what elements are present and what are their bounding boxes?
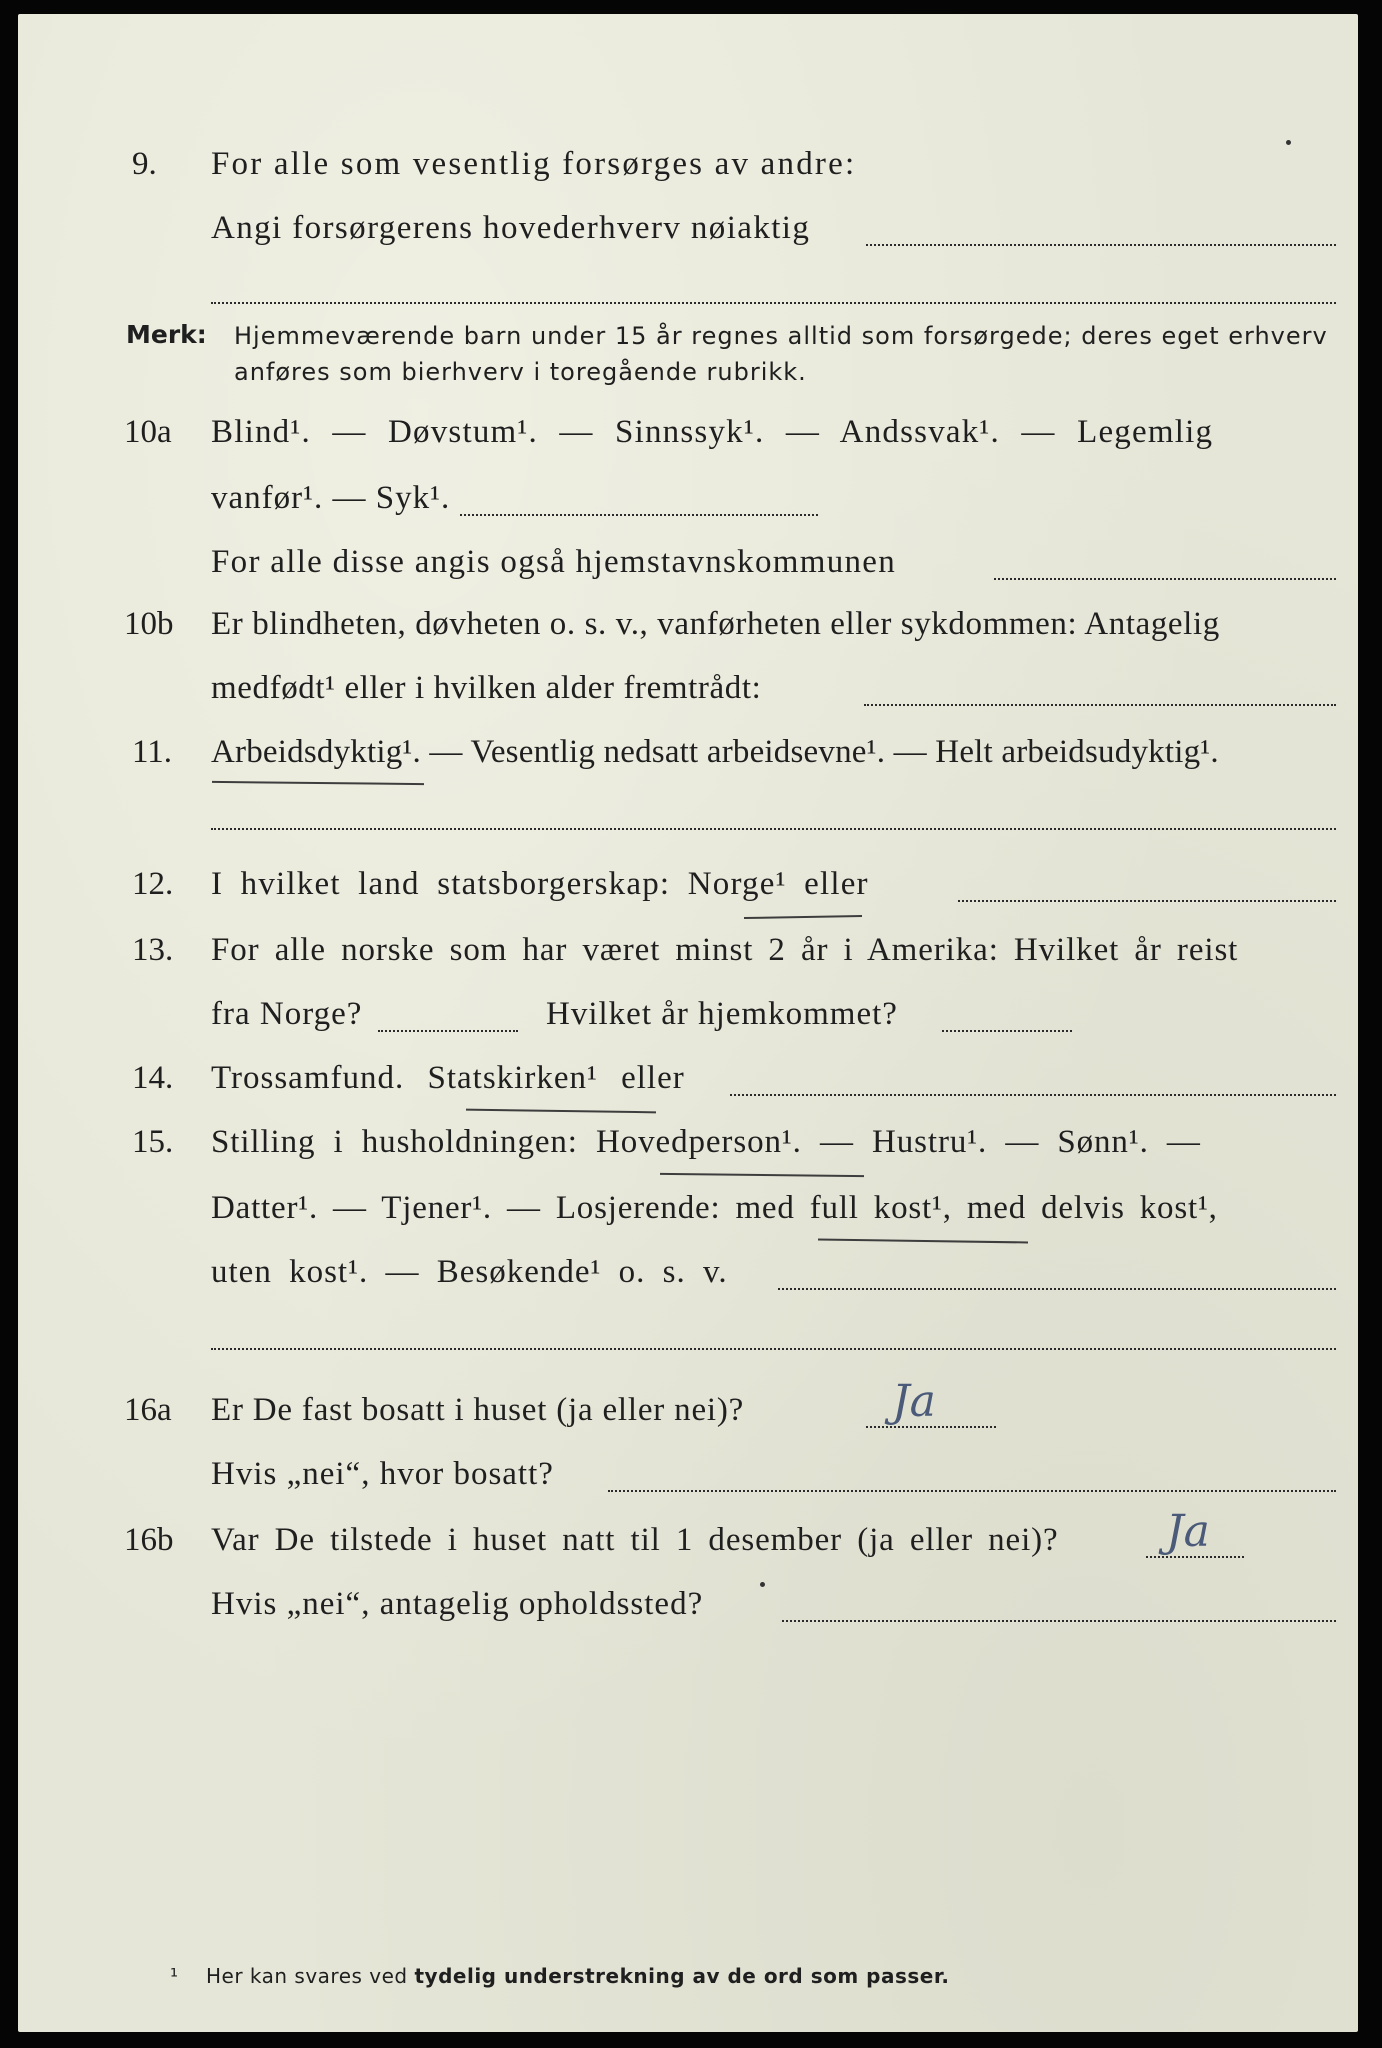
merk-line-1: Hjemmeværende barn under 15 år regnes alltid som forsørgede; deres eget erhverv: [234, 322, 1328, 350]
footnote-marker: ¹: [170, 1964, 179, 1988]
answer-field-q10a-syk[interactable]: [460, 514, 818, 516]
answer-line-q9-extra[interactable]: [211, 302, 1336, 304]
question-16a-number: 16a: [124, 1392, 172, 1428]
answer-field-q13-hjemkommet[interactable]: [942, 1030, 1072, 1032]
question-10b-number: 10b: [124, 606, 174, 642]
underline-hovedperson: [660, 1173, 864, 1177]
question-15-line-1: Stilling i husholdningen: Hovedperson¹. — Hustru¹. — Sønn¹. —: [211, 1124, 1201, 1160]
question-13-line-2b: Hvilket år hjemkommet?: [546, 996, 898, 1032]
question-10a-line-1: Blind¹. — Døvstum¹. — Sinnssyk¹. — Andssvak¹. — Legemlig: [211, 414, 1214, 450]
question-10a-line-2: vanfør¹. — Syk¹.: [211, 480, 451, 516]
question-12-number: 12.: [132, 866, 174, 902]
footnote-text-b: tydelig understrekning av de ord som passer.: [414, 1964, 950, 1988]
question-9-number: 9.: [132, 146, 157, 182]
question-11-number: 11.: [132, 734, 173, 770]
ink-speck: [760, 1582, 765, 1587]
underline-med-full-kost: [818, 1239, 1028, 1244]
answer-line-q11[interactable]: [211, 828, 1336, 830]
handwritten-answer-q16b: Ja: [1166, 1506, 1210, 1557]
question-14-line-1: Trossamfund. Statskirken¹ eller: [211, 1060, 685, 1096]
ink-speck: [1286, 140, 1291, 145]
question-16b-line-1: Var De tilstede i huset natt til 1 desember (ja eller nei)?: [211, 1522, 1059, 1558]
underline-arbeidsdyktig: [212, 781, 424, 785]
question-16a-line-2: Hvis „nei“, hvor bosatt?: [211, 1456, 554, 1492]
question-15-number: 15.: [132, 1124, 174, 1160]
answer-field-q13-reist[interactable]: [378, 1030, 518, 1032]
question-11-line-1: Arbeidsdyktig¹. — Vesentlig nedsatt arbeidsevne¹. — Helt arbeidsudyktig¹.: [211, 734, 1219, 770]
handwritten-answer-q16a: Ja: [892, 1376, 936, 1427]
answer-field-q12[interactable]: [958, 900, 1336, 902]
question-15-line-2: Datter¹. — Tjener¹. — Losjerende: med full kost¹, med delvis kost¹,: [211, 1190, 1218, 1226]
underline-norge: [744, 915, 862, 919]
answer-line-q15-extra[interactable]: [211, 1348, 1336, 1350]
question-12-line-1: I hvilket land statsborgerskap: Norge¹ eller: [211, 866, 869, 902]
footnote: [170, 1964, 949, 1988]
answer-field-q10a-kommune[interactable]: [994, 578, 1336, 580]
question-10b-line-1: Er blindheten, døvheten o. s. v., vanførheten eller sykdommen: Antagelig: [211, 606, 1220, 642]
question-15-line-3: uten kost¹. — Besøkende¹ o. s. v.: [211, 1254, 728, 1290]
question-10a-line-3: For alle disse angis også hjemstavnskommunen: [211, 544, 897, 580]
merk-label: Merk:: [126, 320, 207, 349]
answer-field-q9[interactable]: [866, 244, 1336, 246]
footnote-text-a: Her kan svares ved: [205, 1964, 408, 1988]
question-16a-line-1: Er De fast bosatt i huset (ja eller nei)?: [211, 1392, 745, 1428]
question-14-number: 14.: [132, 1060, 174, 1096]
question-13-number: 13.: [132, 932, 174, 968]
answer-field-q16b-opholdssted[interactable]: [782, 1620, 1336, 1622]
answer-field-q14[interactable]: [730, 1094, 1336, 1096]
question-10a-number: 10a: [124, 414, 172, 450]
question-9-line-1: For alle som vesentlig forsørges av andre:: [211, 146, 857, 182]
question-10b-line-2: medfødt¹ eller i hvilken alder fremtrådt:: [211, 670, 762, 706]
underline-statskirken: [466, 1109, 656, 1114]
question-16b-number: 16b: [124, 1522, 174, 1558]
question-9-line-2: Angi forsørgerens hovederhverv nøiaktig: [211, 210, 811, 246]
answer-field-q15[interactable]: [778, 1288, 1336, 1290]
question-13-line-2a: fra Norge?: [211, 996, 363, 1032]
answer-field-q16a-bosatt[interactable]: [608, 1490, 1336, 1492]
question-16b-line-2: Hvis „nei“, antagelig opholdssted?: [211, 1586, 704, 1622]
merk-line-2: anføres som bierhverv i toregående rubrikk.: [234, 358, 807, 386]
question-13-line-1: For alle norske som har været minst 2 år i Amerika: Hvilket år reist: [211, 932, 1239, 968]
answer-field-q10b[interactable]: [864, 704, 1336, 706]
census-form-page: [18, 14, 1358, 2032]
